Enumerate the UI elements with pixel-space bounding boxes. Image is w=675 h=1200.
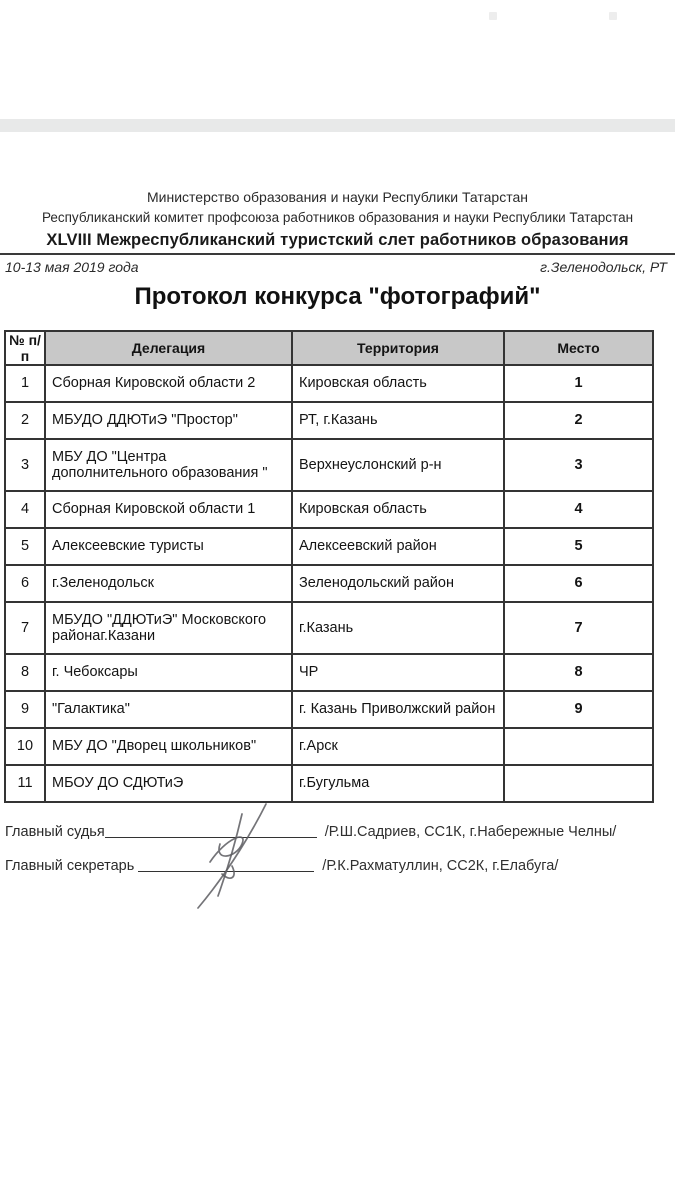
col-header-delegation: Делегация — [45, 331, 292, 365]
table-row — [5, 565, 653, 602]
table-row — [5, 528, 653, 565]
table-row — [5, 728, 653, 765]
scan-artifact — [609, 12, 617, 20]
delegation-cell: "Галактика" — [45, 691, 292, 728]
event-title: XLVIII Межреспубликанский туристский слет работников образования — [46, 231, 629, 249]
org-line-1: Министерство образования и науки Республики Татарстан — [147, 189, 528, 205]
territory-cell: г.Казань — [292, 602, 504, 654]
row-number: 8 — [5, 654, 45, 691]
delegation-cell: МБУ ДО "Дворец школьников" — [45, 728, 292, 765]
territory-cell: Зеленодольский район — [292, 565, 504, 602]
place-cell: 4 — [504, 491, 653, 528]
delegation-cell: МБУДО ДДЮТиЭ "Простор" — [45, 402, 292, 439]
place-cell: 8 — [504, 654, 653, 691]
col-header-place: Место — [504, 331, 653, 365]
place-cell: 7 — [504, 602, 653, 654]
place-cell: 9 — [504, 691, 653, 728]
header-rule — [0, 253, 675, 255]
row-number: 10 — [5, 728, 45, 765]
delegation-cell: Сборная Кировской области 1 — [45, 491, 292, 528]
row-number: 4 — [5, 491, 45, 528]
row-number: 11 — [5, 765, 45, 802]
chief-judge-name: /Р.Ш.Садриев, СС1К, г.Набережные Челны/ — [324, 824, 617, 840]
protocol-title: Протокол конкурса "фотографий" — [134, 283, 541, 310]
delegation-cell: МБОУ ДО СДЮТиЭ — [45, 765, 292, 802]
results-table — [4, 330, 654, 803]
place-cell: 6 — [504, 565, 653, 602]
chief-secretary-label: Главный секретарь — [5, 858, 135, 874]
territory-cell: ЧР — [292, 654, 504, 691]
col-header-territory: Территория — [292, 331, 504, 365]
territory-cell: г. Казань Приволжский район — [292, 691, 504, 728]
territory-cell: г.Арск — [292, 728, 504, 765]
scan-edge-band — [0, 119, 675, 132]
row-number: 2 — [5, 402, 45, 439]
row-number: 7 — [5, 602, 45, 654]
table-row — [5, 365, 653, 402]
handwritten-signature-ink — [168, 798, 292, 914]
chief-judge-label: Главный судья — [5, 824, 105, 840]
place-cell — [504, 765, 653, 802]
table-row — [5, 654, 653, 691]
org-line-2: Республиканский комитет профсоюза работников образования и науки Республики Татарстан — [41, 210, 634, 225]
date-location-row — [5, 259, 667, 275]
chief-judge-signature-row — [5, 824, 616, 840]
place-cell: 2 — [504, 402, 653, 439]
table-row — [5, 765, 653, 802]
delegation-cell: МБУ ДО "Центра дополнительного образования " — [45, 439, 292, 491]
scan-artifact — [489, 12, 497, 20]
territory-cell: Кировская область — [292, 491, 504, 528]
territory-cell: Кировская область — [292, 365, 504, 402]
row-number: 9 — [5, 691, 45, 728]
delegation-cell: Сборная Кировской области 2 — [45, 365, 292, 402]
row-number: 3 — [5, 439, 45, 491]
territory-cell: Верхнеуслонский р-н — [292, 439, 504, 491]
row-number: 5 — [5, 528, 45, 565]
chief-secretary-name: /Р.К.Рахматуллин, СС2К, г.Елабуга/ — [322, 858, 559, 874]
table-row — [5, 402, 653, 439]
table-row — [5, 691, 653, 728]
place-cell: 1 — [504, 365, 653, 402]
territory-cell: РТ, г.Казань — [292, 402, 504, 439]
event-dates: 10-13 мая 2019 года — [5, 259, 139, 275]
row-number: 1 — [5, 365, 45, 402]
place-cell — [504, 728, 653, 765]
delegation-cell: г.Зеленодольск — [45, 565, 292, 602]
delegation-cell: Алексеевские туристы — [45, 528, 292, 565]
delegation-cell: МБУДО "ДДЮТиЭ" Московского районаг.Казани — [45, 602, 292, 654]
event-location: г.Зеленодольск, РТ — [540, 259, 667, 275]
col-header-number: № п/п — [5, 331, 45, 365]
results-table-body — [5, 365, 653, 802]
territory-cell: г.Бугульма — [292, 765, 504, 802]
place-cell: 3 — [504, 439, 653, 491]
territory-cell: Алексеевский район — [292, 528, 504, 565]
table-row — [5, 439, 653, 491]
delegation-cell: г. Чебоксары — [45, 654, 292, 691]
table-row — [5, 491, 653, 528]
place-cell: 5 — [504, 528, 653, 565]
table-row — [5, 602, 653, 654]
row-number: 6 — [5, 565, 45, 602]
table-header-row — [5, 331, 653, 365]
